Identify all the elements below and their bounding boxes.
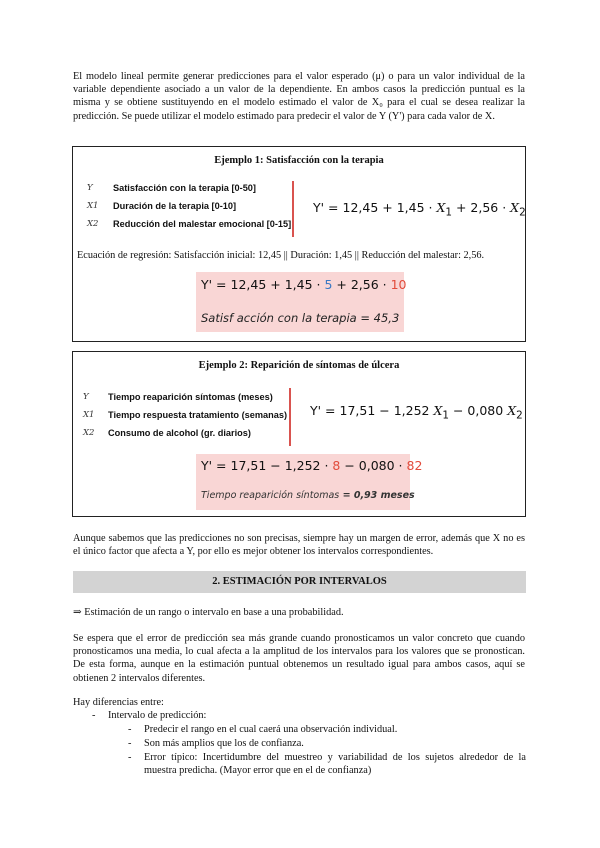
bullet-dash: - xyxy=(128,752,132,763)
example-1-calc-equation: Y' = 12,45 + 1,45 · 5 + 2,56 · 10 xyxy=(201,277,407,292)
x1-value: 5 xyxy=(324,277,333,292)
example-1-box xyxy=(72,146,526,342)
example-2-var-label: Consumo de alcohol (gr. diarios) xyxy=(108,428,251,438)
example-1-model-equation: $Y' = 12,45 + 1,45 \cdot X_1 + 2,56 \cdot X_2$ xyxy=(313,200,526,219)
example-2-calc-equation: Y' = 17,51 − 1,252 · 8 − 0,080 · 82 xyxy=(201,458,423,473)
example-2-box xyxy=(72,351,526,517)
example-1-var-label: Duración de la terapia [0-10] xyxy=(113,201,237,211)
example-2-var-symbol: X1 xyxy=(83,410,95,420)
list-item: Intervalo de predicción: xyxy=(108,710,207,721)
interval-definition: ⇒ Estimación de un rango o intervalo en base a una probabilidad. xyxy=(73,607,344,618)
section-header: 2. ESTIMACIÓN POR INTERVALOS xyxy=(73,571,526,593)
x2-value: 82 xyxy=(406,458,423,473)
example-2-var-symbol: X2 xyxy=(83,428,95,438)
example-2-result: Tiempo reaparición síntomas = 0,93 meses xyxy=(201,490,415,501)
example-2-model-equation: Y' = 17,51 − 1,252 $X_1 - 0,080$ $X_2$ xyxy=(310,403,523,422)
example-1-title: Ejemplo 1: Satisfacción con la terapia xyxy=(214,155,384,166)
example-1-result: Satisf acción con la terapia = 45,3 xyxy=(201,311,400,325)
divider-line xyxy=(292,181,294,237)
bullet-dash: - xyxy=(128,738,132,749)
divider-line xyxy=(289,388,291,446)
example-1-var-symbol: X1 xyxy=(87,201,99,211)
list-subitem: Son más amplios que los de confianza. xyxy=(144,738,304,749)
bullet-dash: - xyxy=(92,710,96,721)
example-1-var-label: Reducción del malestar emocional [0-15] xyxy=(113,219,292,229)
intro-paragraph: El modelo lineal permite generar predicciones para el valor esperado (μ) o para un valor individual de la variable dependiente asociado a un valor de la dependiente. En ambos casos la predicción puntual es la misma y se obtiene sustituyendo en el modelo estimado el valor de X₀ para el cual se desea realizar la predicción. Se puede utilizar el modelo estimado para predecir el valor de Y (Y') para cada valor de X. xyxy=(73,71,525,122)
x1-value: 8 xyxy=(332,458,341,473)
example-1-var-symbol: Y xyxy=(87,183,93,193)
example-2-var-symbol: Y xyxy=(83,392,89,402)
example-2-var-label: Tiempo reaparición síntomas (meses) xyxy=(108,392,273,402)
example-1-regression-text: Ecuación de regresión: Satisfacción inicial: 12,45 || Duración: 1,45 || Reducción del malestar: 2,56. xyxy=(77,250,485,261)
example-2-title: Ejemplo 2: Reparición de síntomas de úlcera xyxy=(198,360,400,371)
paragraph-prediction-margin: Aunque sabemos que las predicciones no son precisas, siempre hay un margen de error, además que X no es el único factor que afecta a Y, por ello es mejor obtener los intervalos correspondientes. xyxy=(73,533,525,558)
example-1-var-symbol: X2 xyxy=(87,219,99,229)
example-2-var-label: Tiempo respuesta tratamiento (semanas) xyxy=(108,410,288,420)
differences-heading: Hay diferencias entre: xyxy=(73,697,164,708)
list-subitem: Error típico: Incertidumbre del muestreo y variabilidad de los sujetos alrededor de la muestra predicha. (Mayor error que en el de confianza) xyxy=(144,752,526,777)
x2-value: 10 xyxy=(390,277,407,292)
paragraph-error: Se espera que el error de predicción sea más grande cuando pronosticamos un valor concreto que cuando pronosticamos una media, lo cual afecta a la amplitud de los intervalos para los valores que se pronostican. De esta forma, aunque en la estimación puntual obtenemos un resultado igual para ambos casos, aquí se obtienen 2 intervalos diferentes. xyxy=(73,633,525,684)
example-1-var-label: Satisfacción con la terapia [0-50] xyxy=(113,183,256,193)
bullet-dash: - xyxy=(128,724,132,735)
list-subitem: Predecir el rango en el cual caerá una observación individual. xyxy=(144,724,398,735)
